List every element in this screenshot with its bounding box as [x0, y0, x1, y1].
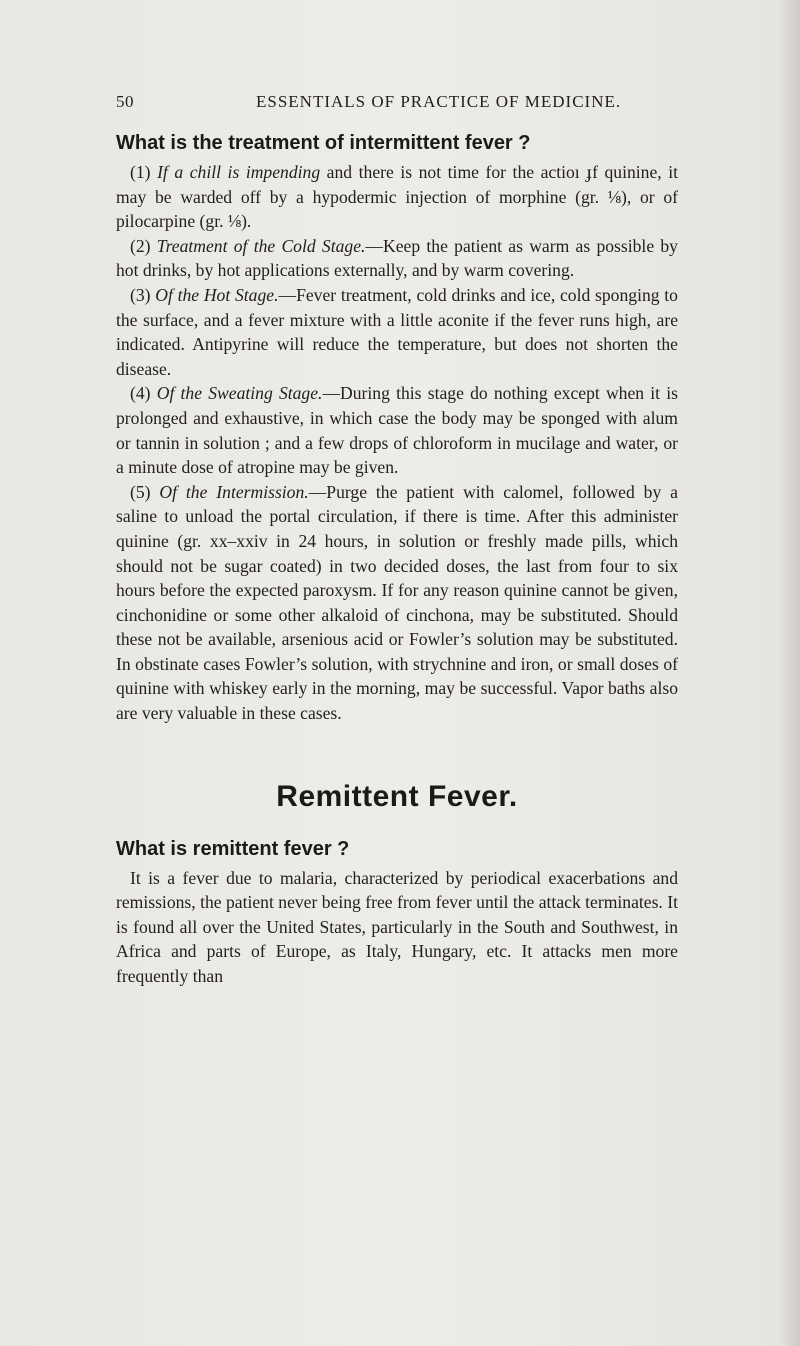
item-number: (3): [130, 284, 151, 305]
treatment-item-4: [116, 381, 678, 479]
running-title: ESSENTIALS OF PRACTICE OF MEDICINE.: [256, 92, 622, 111]
remittent-paragraph: It is a fever due to malaria, characterized by periodical exacerbations and remissions, the patient never being free from fever until the attack terminates. It is found all over the United States, particularly in the South and Southwest, in Africa and parts of Europe, as Italy, Hungary, etc. It attacks men more frequently than: [116, 867, 678, 987]
question-remittent-fever: What is remittent fever ?: [116, 837, 350, 860]
item-text: and there is not time for the actioı ɟf quinine, it may be warded off by a hypodermic injection of morphine (gr. ⅛), or of pilocarpine (gr. ⅛).: [116, 162, 679, 232]
page-edge-shadow: [778, 0, 800, 1346]
item-number: (1): [130, 162, 151, 182]
treatment-item-1: [116, 160, 678, 234]
item-text: —Fever treatment, cold drinks and ice, cold sponging to the surface, and a fever mixture with a little aconite if the fever runs high, are indicated. Antipyrine will reduce the temperature, but does not shorten the disease.: [116, 284, 678, 379]
running-header: [116, 92, 676, 116]
page-number: 50: [116, 92, 134, 111]
item-number: (5): [130, 481, 151, 502]
item-label: Of the Hot Stage.: [155, 284, 279, 305]
item-text: —Keep the patient as warm as possible by hot drinks, by hot applications externally, and by warm covering.: [116, 235, 678, 281]
item-text: —Purge the patient with calomel, followed by a saline to unload the portal circulation, if there is time. After this administer quinine (gr. xx–xxiv in 24 hours, in solution or freshly made pills, which should not be sugar coated) in two decided doses, the last from four to six hours before the expected paroxysm. If for any reason quinine cannot be given, cinchonidine or some other alkaloid of cinchona, may be substituted. Should these not be available, arsenious acid or Fowler’s solution may be substituted. In obstinate cases Fowler’s solution, with strychnine and iron, or small doses of quinine with whiskey early in the morning, may be successful. Vapor baths also are very valuable in these cases.: [116, 481, 678, 724]
item-label: Of the Sweating Stage.: [156, 383, 323, 404]
treatment-item-2: [116, 234, 678, 283]
treatment-item-3: [116, 283, 678, 381]
item-number: (2): [130, 235, 151, 256]
item-label: Treatment of the Cold Stage.: [156, 235, 366, 256]
item-text: —During this stage do nothing except when it is prolonged and exhaustive, in which case the body may be sponged with alum or tannin in solution ; and a few drops of chloroform in mucilage and water, or a minute dose of atropine may be given.: [116, 383, 679, 478]
item-number: (4): [130, 383, 151, 404]
question-intermittent-treatment: What is the treatment of intermittent fever ?: [116, 132, 531, 154]
item-label: If a chill is impending: [157, 162, 321, 182]
treatment-item-5: [116, 480, 678, 726]
section-heading-remittent-fever: Remittent Fever.: [276, 779, 518, 813]
page-content: [116, 130, 678, 989]
item-label: Of the Intermission.: [159, 481, 309, 502]
